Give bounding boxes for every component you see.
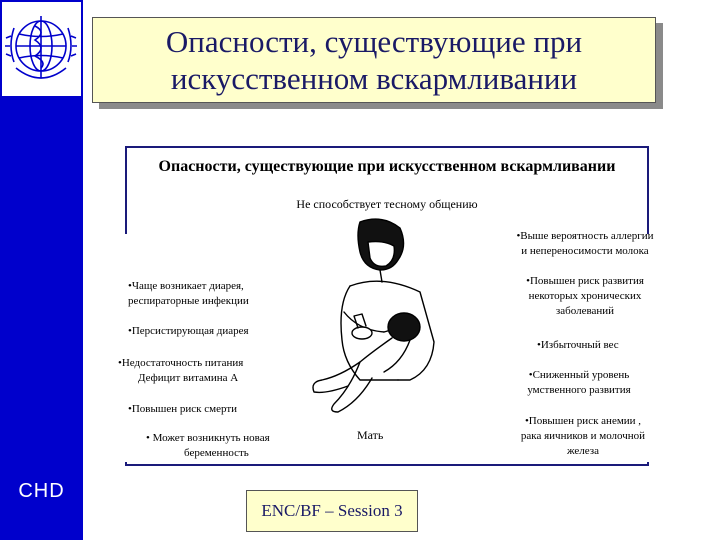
session-label: ENC/BF – Session 3 <box>246 490 418 532</box>
note-diarrhea-cont: респираторные инфекции <box>128 295 249 307</box>
note-chronic-disease-end: заболеваний <box>555 305 615 317</box>
note-chronic-disease: •Повышен риск развития <box>526 275 644 287</box>
note-vitamin-a: Дефицит витамина А <box>138 372 239 384</box>
note-malnutrition: •Недостаточность питания <box>118 357 244 369</box>
title-line-1: Опасности, существующие при <box>165 24 583 59</box>
note-pregnancy: • Может возникнуть новая <box>146 432 270 444</box>
illustration-caption: Мать <box>357 428 384 442</box>
who-emblem-icon <box>2 2 81 96</box>
note-anemia-end: железа <box>566 445 600 457</box>
note-allergy: •Выше вероятность аллергии <box>516 230 654 242</box>
note-overweight: •Избыточный вес <box>537 339 619 351</box>
chd-label: CHD <box>18 480 65 502</box>
note-anemia: •Повышен риск анемии , <box>524 415 642 427</box>
left-sidebar <box>0 0 83 540</box>
mother-bottle-feeding-infant-icon <box>300 212 450 417</box>
title-box <box>92 17 656 103</box>
title-line-2: искусственном вскармливании <box>170 61 578 96</box>
note-mental-development-cont: умственного развития <box>527 384 631 396</box>
note-anemia-cont: рака яичников и молочной <box>520 430 646 442</box>
note-persistent-diarrhea: •Персистирующая диарея <box>128 325 249 337</box>
note-mental-development: •Сниженный уровень <box>528 369 630 381</box>
note-pregnancy-cont: беременность <box>184 447 249 459</box>
note-death-risk: •Повышен риск смерти <box>128 403 238 415</box>
logo <box>2 2 81 96</box>
figure-subtitle: Не способствует тесному общению <box>296 197 478 211</box>
note-diarrhea: •Чаще возникает диарея, <box>128 280 244 292</box>
figure-title: Опасности, существующие при искусственном вскармливании <box>158 158 616 175</box>
note-chronic-disease-cont: некоторых хронических <box>528 290 642 302</box>
note-allergy-cont: и непереносимости молока <box>521 245 649 257</box>
